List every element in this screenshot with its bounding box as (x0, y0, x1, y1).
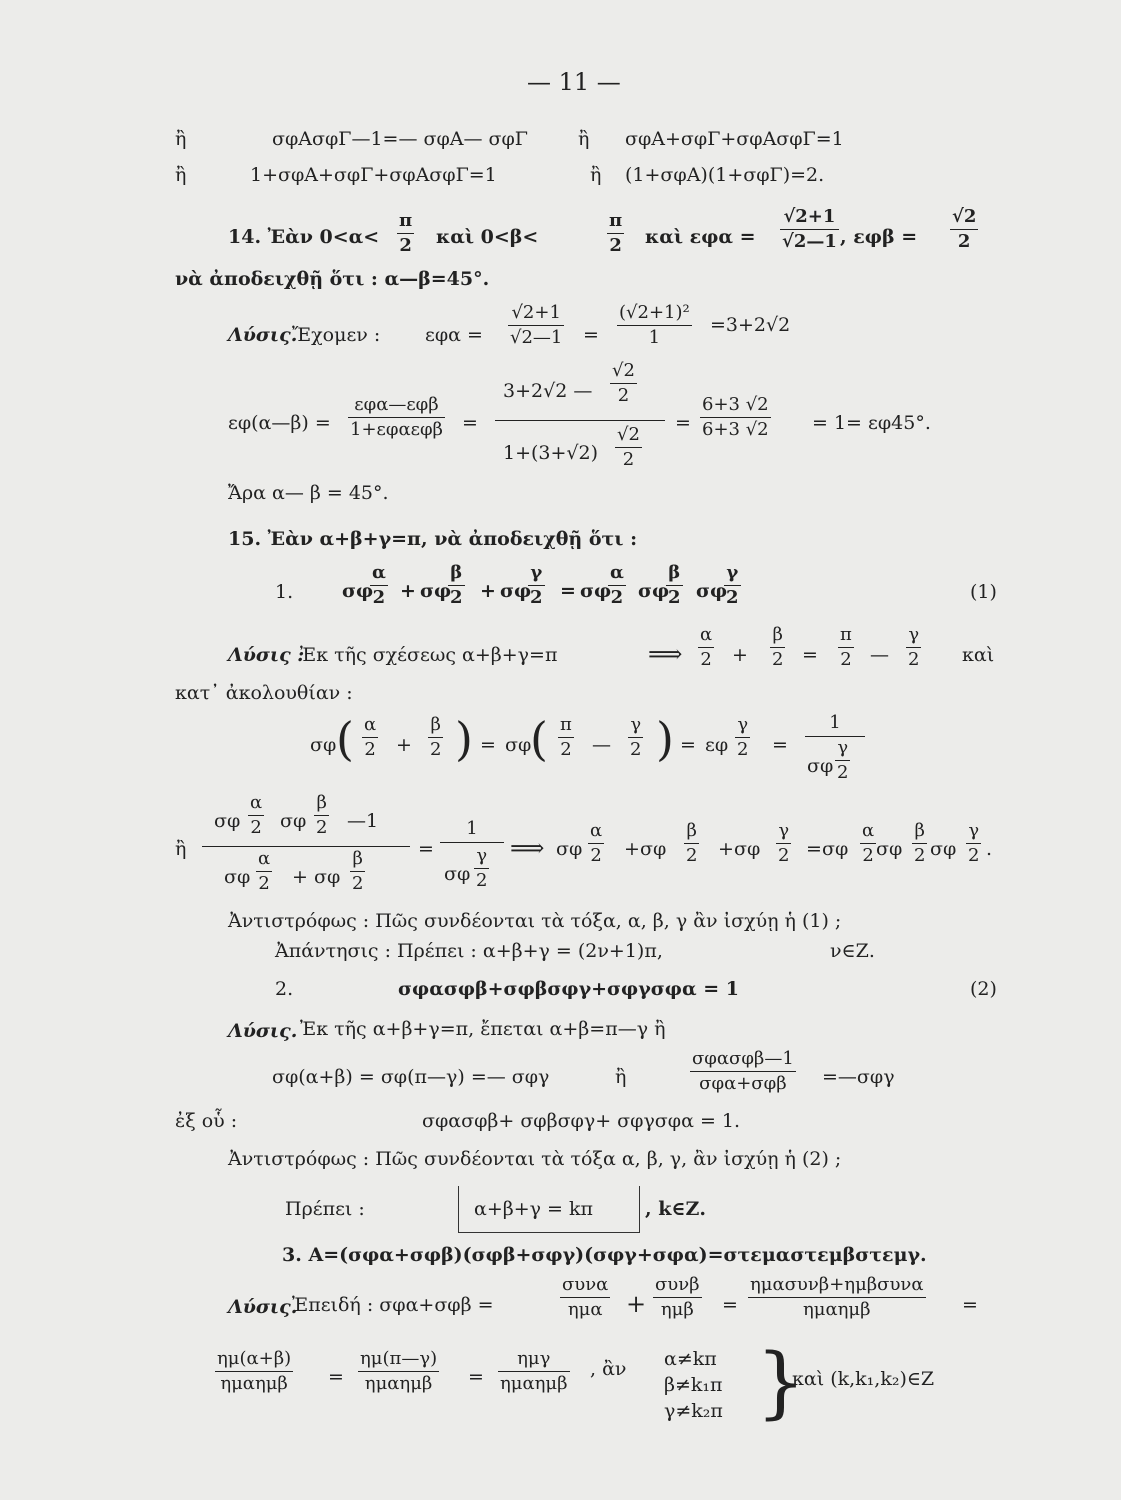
equation: (1+σφΑ)(1+σφΓ)=2. (625, 164, 825, 186)
equation: σφ(α+β) = σφ(π—γ) =— σφγ (272, 1066, 550, 1088)
equation: σφΑ+σφΓ+σφΑσφΓ=1 (625, 128, 844, 150)
text: = (675, 412, 691, 434)
equation: σφασφβ+ σφβσφγ+ σφγσφα = 1. (422, 1110, 741, 1132)
fraction: $\frac{√2+1}{√2—1}$ (510, 302, 563, 348)
text: Ἀντιστρόφως : Πῶς συνδέονται τὰ τόξα α, β, γ, ἂν ἰσχύῃ ἡ (2) ; (228, 1148, 842, 1170)
fraction: σφασφβ—1 σφα+σφβ (692, 1048, 794, 1094)
lysis-label: Λύσις. (228, 324, 298, 346)
implies-arrow: ⟹ (648, 640, 683, 668)
equation: 1+σφΑ+σφΓ+σφΑσφΓ=1 (250, 164, 497, 186)
text: = (962, 1294, 978, 1316)
fraction-pi-over-2: $\frac{\pi}{2}$ (399, 210, 413, 256)
text: Ἐκ τῆς α+β+γ=π, ἔπεται α+β=π—γ ἢ (300, 1018, 666, 1040)
text-eta: ἢ (578, 128, 590, 150)
problem-14-efb: , εφβ = (840, 226, 918, 248)
text: = (328, 1366, 344, 1388)
boxed-text: α+β+γ = kπ (474, 1198, 594, 1220)
implies-arrow: ⟹ (510, 834, 545, 862)
text: καὶ (k,k₁,k₂)∈Ζ (792, 1368, 935, 1390)
plus: + (626, 1290, 647, 1318)
fraction: ημασυνβ+ημβσυνα ημαημβ (750, 1274, 924, 1320)
fraction: συνα ημα (562, 1274, 609, 1320)
page-number: — 11 — (527, 68, 621, 96)
fraction-efa: $\frac{√2+1}{√2—1}$ (782, 206, 837, 252)
fraction: εφα—εφβ 1+εφαεφβ (350, 394, 443, 440)
text: = 1= εφ45°. (812, 412, 931, 434)
text: καὶ (962, 644, 995, 666)
item-number: 2. (275, 978, 294, 1000)
text: Ἄρα α— β = 45°. (228, 482, 389, 504)
text: Ἀπάντησις : Πρέπει : α+β+γ = (2ν+1)π, (275, 940, 663, 962)
text: εφ(α—β) = (228, 412, 331, 434)
text: Ἐπειδή : σφα+σφβ = (292, 1294, 494, 1316)
right-brace: } (756, 1338, 806, 1428)
problem-14-kai: καὶ 0<β< (436, 226, 539, 248)
item-number: 1. (275, 581, 294, 603)
text-eta: ἢ (175, 164, 187, 186)
text: = (583, 324, 599, 346)
document-page: — 11 — ἢ σφΑσφΓ—1=— σφΑ— σφΓ ἢ σφΑ+σφΓ+σφΑσφΓ=1 ἢ 1+σφΑ+σφΓ+σφΑσφΓ=1 ἢ (1+σφΑ)(1+σφΓ)=2. 14. Ἐὰν 0<α< $\frac{\pi}{2}$ καὶ 0<β< $\frac{\pi}{2}$ καὶ εφα = $\frac{√2+1}{√2—1}$ , εφβ = $\frac{√2}{2}$ νὰ ἀποδειχθῇ ὅτι : α—β=45°. Λύσις. Ἔχομεν : εφα = $\frac{√2+1}{√2—1}$ = $\frac{\text{(√2+1)²}}{1}$ =3+2√2 εφ(α—β) = εφα—εφβ 1+εφαεφβ = 3+2√2 — $\frac{√2}{2}$ 1+(3+√2) $\frac{√2}{2}$ = $\frac{6+3 √2}{6+3 √2}$ = 1= εφ45°. Ἄρα α— β = 45°. 15. Ἐὰν α+β+γ=π, νὰ ἀποδειχθῇ ὅτι : 1. σφ $\frac{\alpha}{2}$ + σφ $\frac{\beta}{2}$ + σφ $\frac{\gamma}{2}$ = σφ $\frac{\alpha}{2}$ σφ $\frac{\beta}{2}$ σφ $\frac{\gamma}{2}$ (1) Λύσις : Ἐκ τῆς σχέσεως α+β+γ=π ⟹ $\frac{\alpha}{2}$ + $\frac{\beta}{2}$ = $\frac{\pi}{2}$ — $\frac{\gamma}{2}$ καὶ κατ᾽ ἀκολουθίαν : σφ ( $\frac{\alpha}{2}$ + $\frac{\beta}{2}$ ) = σφ ( $\frac{\pi}{2}$ — $\frac{\gamma}{2}$ ) = εφ $\frac{\gamma}{2}$ = 1 σφ $\frac{\gamma}{2}$ ἢ σφ $\frac{\alpha}{2}$ σφ $\frac{\beta}{2}$ —1 σφ $\frac{\alpha}{2}$ + σφ $\frac{\beta}{2}$ = 1 σφ $\frac{\gamma}{2}$ ⟹ σφ $\frac{\alpha}{2}$ + σφ $\frac{\beta}{2}$ + σφ $\frac{\gamma}{2}$ = σφ $\frac{\alpha}{2}$ σφ $\frac{\beta}{2}$ σφ $\frac{\gamma}{2}$ . Ἀντιστρόφως : Πῶς συνδέονται τὰ τόξα, α, β, γ ἂν ἰσχύῃ ἡ (1) ; Ἀπάντησις : Πρέπει : α+β+γ = (2ν+1)π, ν∈Ζ. 2. σφασφβ+σφβσφγ+σφγσφα = 1 (2) Λύσις. Ἐκ τῆς α+β+γ=π, ἔπεται α+β=π—γ ἢ σφ(α+β) = σφ(π—γ) =— σφγ ἢ σφασφβ—1 σφα+σφβ =—σφγ ἐξ οὗ : σφασφβ+ σφβσφγ+ σφγσφα = 1. Ἀντιστρόφως : Πῶς συνδέονται τὰ τόξα α, β, γ, ἂν ἰσχύῃ ἡ (2) ; Πρέπει : α+β+γ = kπ , k∈Ζ. 3. Α=(σφα+σφβ)(σφβ+σφγ)(σφγ+σφα)=στεμαστεμβστεμγ. Λύσις. Ἐπειδή : σφα+σφβ = συνα ημα + συνβ ημβ = ημασυνβ+ημβσυνα ημαημβ = ημ(α+β) ημαημβ = ημ(π—γ) ημαημβ = ημγ ημαημβ , ἂν α≠kπ β≠k₁π γ≠k₂π } καὶ (k,k₁,k₂)∈Ζ (175, 68, 997, 1428)
problem-14-prove: νὰ ἀποδειχθῇ ὅτι : α—β=45°. (175, 268, 490, 290)
fraction: ημ(π—γ) ημαημβ (360, 1348, 438, 1394)
compound-fraction: 3+2√2 — $\frac{√2}{2}$ 1+(3+√2) $\frac{√2}{2}$ (495, 362, 670, 480)
big-fraction: σφ $\frac{\alpha}{2}$ σφ $\frac{\beta}{2}$ —1 σφ $\frac{\alpha}{2}$ + σφ $\frac{\beta}{2}$ (202, 790, 410, 898)
text-eta: ἢ (615, 1066, 627, 1088)
text: = (462, 412, 478, 434)
text: , k∈Ζ. (645, 1198, 706, 1220)
fraction-pi-over-2: $\frac{\pi}{2}$ (609, 210, 623, 256)
text: =—σφγ (822, 1066, 895, 1088)
fraction: ημγ ημαημβ (500, 1348, 568, 1394)
text: Ἀντιστρόφως : Πῶς συνδέονται τὰ τόξα, α, β, γ ἂν ἰσχύῃ ἡ (1) ; (228, 910, 842, 932)
equation: σφΑσφΓ—1=— σφΑ— σφΓ (272, 128, 528, 150)
fraction: $\frac{\text{(√2+1)²}}{1}$ (619, 302, 690, 348)
text: = (418, 838, 434, 860)
problem-14-head: 14. Ἐὰν 0<α< (228, 226, 380, 248)
problem-14-efa: καὶ εφα = (645, 226, 756, 248)
text: ἐξ οὗ : (175, 1110, 238, 1132)
text: Ἔχομεν : (292, 324, 381, 346)
text: , ἂν (590, 1358, 627, 1380)
item-3-head: 3. Α=(σφα+σφβ)(σφβ+σφγ)(σφγ+σφα)=στεμαστεμβστεμγ. (282, 1244, 927, 1266)
text-eta: ἢ (175, 838, 187, 860)
text: Πρέπει : (285, 1198, 365, 1220)
fraction: ημ(α+β) ημαημβ (217, 1348, 292, 1394)
text-eta: ἢ (590, 164, 602, 186)
text: =3+2√2 (710, 314, 791, 336)
text: εφα = (425, 324, 483, 346)
fraction: $\frac{6+3 √2}{6+3 √2}$ (702, 394, 769, 440)
condition: α≠kπ (664, 1348, 717, 1370)
condition: γ≠k₂π (664, 1400, 723, 1422)
fraction-efb: $\frac{√2}{2}$ (952, 206, 977, 252)
text: = (468, 1366, 484, 1388)
lysis-label: Λύσις : (228, 644, 305, 666)
fraction: συνβ ημβ (655, 1274, 700, 1320)
equation-number: (2) (970, 978, 997, 1000)
identity-2: σφασφβ+σφβσφγ+σφγσφα = 1 (398, 978, 739, 1000)
lysis-label: Λύσις. (228, 1296, 298, 1318)
text-eta: ἢ (175, 128, 187, 150)
text: = (722, 1294, 738, 1316)
text: κατ᾽ ἀκολουθίαν : (175, 682, 353, 704)
text: ν∈Ζ. (830, 940, 875, 962)
text: Ἐκ τῆς σχέσεως α+β+γ=π (300, 644, 558, 666)
lysis-label: Λύσις. (228, 1020, 298, 1042)
equation-number: (1) (970, 581, 997, 603)
problem-15-head: 15. Ἐὰν α+β+γ=π, νὰ ἀποδειχθῇ ὅτι : (228, 528, 638, 550)
condition: β≠k₁π (664, 1374, 723, 1396)
fraction-1-over-cot: 1 σφ $\frac{\gamma}{2}$ (440, 818, 504, 891)
